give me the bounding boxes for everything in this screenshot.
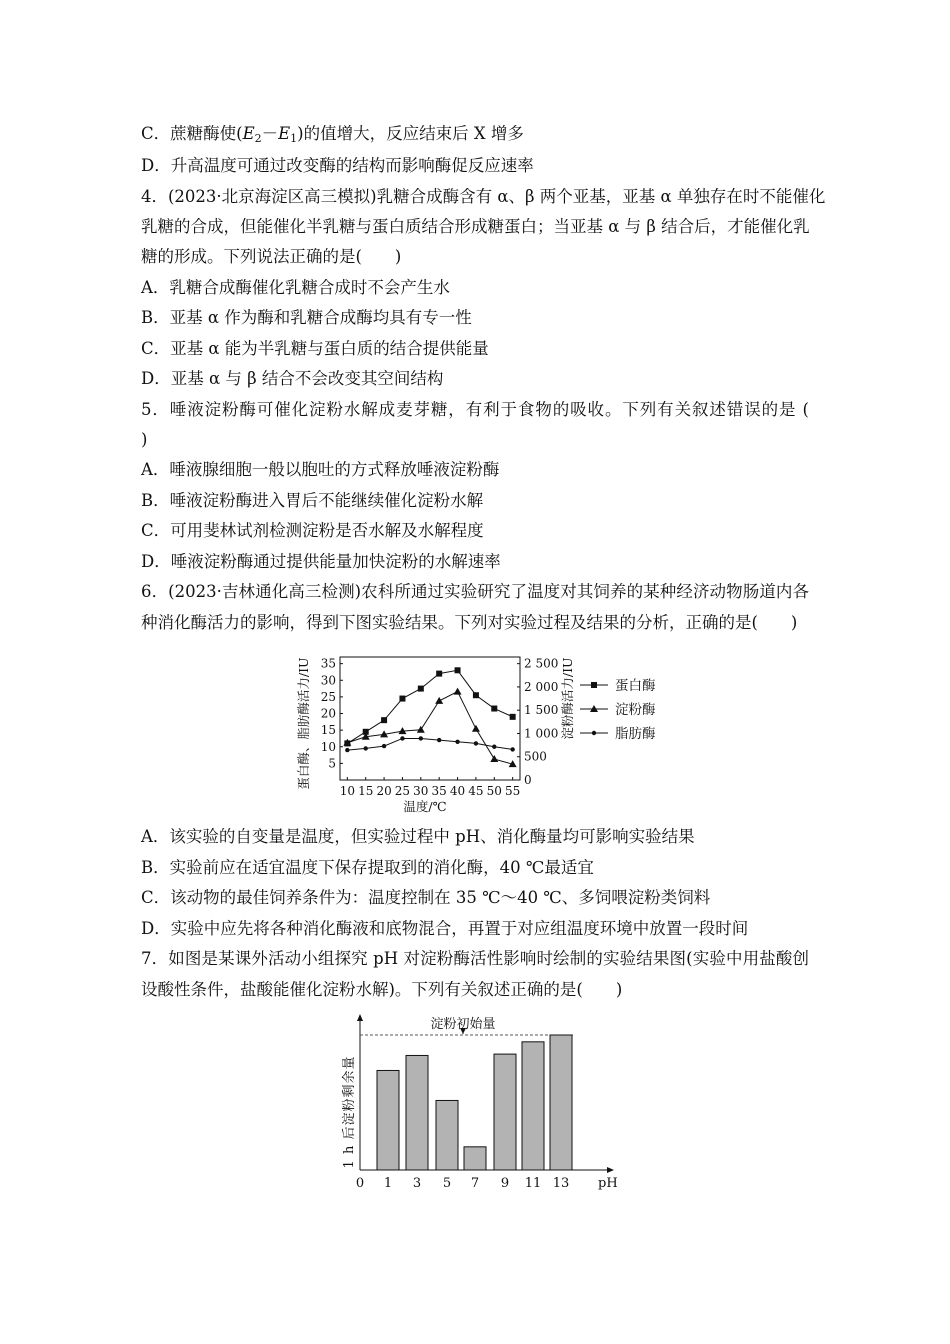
option-6d: D．实验中应先将各种消化酶液和底物混合，再置于对应组温度环境中放置一段时间	[141, 919, 749, 938]
question-7-line-1: 7．如图是某课外活动小组探究 pH 对淀粉酶活性影响时绘制的实验结果图(实验中用盐酸创	[141, 949, 809, 968]
starch-remaining-chart	[330, 1010, 620, 1195]
option-4b: B．亚基 α 作为酶和乳糖合成酶均具有专一性	[141, 308, 472, 327]
data-point-square	[418, 686, 424, 692]
x-tick-label: 35	[431, 784, 447, 798]
annotation-label: 淀粉初始量	[430, 1017, 496, 1032]
question-6-line-2: 种消化酶活力的影响，得到下图实验结果。下列对实验过程及结果的分析，正确的是( )	[141, 613, 798, 632]
x-tick-label: 50	[486, 784, 502, 798]
x-tick-label: 25	[394, 784, 411, 798]
y-tick-label: 35	[320, 656, 336, 671]
data-point-triangle	[454, 688, 462, 695]
x-tick-label: 55	[505, 784, 521, 798]
y-axis-arrow	[357, 1014, 363, 1021]
bar	[436, 1100, 458, 1170]
option-5d: D．唾液淀粉酶通过提供能量加快淀粉的水解速率	[141, 552, 501, 571]
data-point-square	[399, 696, 405, 702]
data-point-dot	[400, 736, 404, 740]
data-point-dot	[345, 748, 349, 752]
data-point-dot	[455, 740, 459, 744]
data-point-square	[510, 714, 516, 720]
x-tick-label: 30	[413, 784, 429, 798]
y2-tick-label: 1 500	[524, 703, 559, 718]
option-5b: B．唾液淀粉酶进入胃后不能继续催化淀粉水解	[141, 491, 484, 510]
x-axis-arrow	[607, 1167, 614, 1173]
bar	[377, 1070, 399, 1170]
option-3d: D．升高温度可通过改变酶的结构而影响酶促反应速率	[141, 156, 534, 175]
question-5-line-2: )	[141, 430, 148, 449]
series-line-square	[347, 670, 512, 743]
legend-label: 蛋白酶	[615, 678, 656, 694]
bar	[494, 1054, 516, 1170]
legend-label: 淀粉酶	[615, 702, 656, 718]
question-7-line-2: 设酸性条件，盐酸能催化淀粉水解)。下列有关叙述正确的是( )	[141, 980, 623, 999]
y2-tick-label: 500	[524, 749, 547, 764]
option-3c: C．蔗糖酶使$(E_2-E_1)$的值增大，反应结束后 X 增多	[141, 124, 524, 145]
data-point-dot	[492, 745, 496, 749]
bar	[522, 1042, 544, 1170]
x-axis-label: 温度/℃	[403, 799, 447, 814]
x-axis-label: pH	[598, 1176, 618, 1191]
y2-axis-label: 淀粉酶活力/IU	[560, 657, 575, 740]
data-point-dot	[419, 736, 423, 740]
option-6a: A．该实验的自变量是温度，但实验过程中 pH、消化酶量均可影响实验结果	[141, 827, 695, 846]
x-tick-label: 9	[500, 1176, 510, 1191]
x-tick-label: 3	[412, 1176, 422, 1191]
y-axis-label: 蛋白酶、脂肪酶活力/IU	[296, 657, 311, 790]
y-tick-label: 10	[320, 739, 336, 754]
data-point-dot	[364, 746, 368, 750]
x-tick-label: 10	[339, 784, 355, 798]
y2-tick-label: 0	[524, 773, 532, 787]
data-point-square	[436, 671, 442, 677]
question-6-line-1: 6．(2023·吉林通化高三检测)农科所通过实验研究了温度对其饲养的某种经济动物肠道内各	[141, 582, 809, 601]
data-point-square	[455, 667, 461, 673]
data-point-square	[491, 706, 497, 712]
option-6b: B．实验前应在适宜温度下保存提取到的消化酶，40 ℃最适宜	[141, 858, 594, 877]
option-4c: C．亚基 α 能为半乳糖与蛋白质的结合提供能量	[141, 339, 489, 358]
y-tick-label: 15	[320, 723, 336, 738]
x-tick-label: 15	[358, 784, 374, 798]
data-point-dot	[510, 747, 514, 751]
y2-tick-label: 2 000	[524, 679, 559, 694]
y2-tick-label: 2 500	[524, 656, 559, 671]
question-4-line-3: 糖的形成。下列说法正确的是( )	[141, 247, 402, 266]
y2-tick-label: 1 000	[524, 726, 559, 741]
data-point-triangle	[417, 726, 425, 733]
data-point-dot	[382, 744, 386, 748]
x-tick-label: 20	[376, 784, 392, 798]
y-tick-label: 30	[320, 673, 336, 688]
data-point-triangle	[435, 697, 443, 704]
data-point-triangle	[490, 755, 498, 762]
data-point-square	[473, 692, 479, 698]
question-4-line-2: 乳糖的合成，但能催化半乳糖与蛋白质结合形成糖蛋白；当亚基 α 与 β 结合后，才能催化乳	[141, 217, 810, 236]
data-point-dot	[474, 741, 478, 745]
legend-marker-dot	[592, 731, 596, 735]
data-point-dot	[437, 738, 441, 742]
y-axis-label: 1 h 后淀粉剩余量	[342, 1055, 357, 1169]
enzyme-activity-chart	[290, 645, 690, 820]
x-tick-label: 11	[524, 1176, 542, 1191]
x-tick-label: 13	[552, 1176, 570, 1191]
option-4d: D．亚基 α 与 β 结合不会改变其空间结构	[141, 369, 444, 388]
bar	[464, 1147, 486, 1170]
bar	[406, 1055, 428, 1170]
origin-label: 0	[355, 1176, 365, 1191]
legend-marker-square	[591, 682, 597, 688]
x-tick-label: 45	[468, 784, 484, 798]
x-tick-label: 1	[383, 1176, 393, 1191]
option-5a: A．唾液腺细胞一般以胞吐的方式释放唾液淀粉酶	[141, 460, 500, 479]
y-tick-label: 5	[328, 756, 336, 771]
data-point-triangle	[472, 725, 480, 732]
option-4a: A．乳糖合成酶催化乳糖合成时不会产生水	[141, 278, 450, 297]
y-tick-label: 25	[320, 689, 336, 704]
question-4-line-1: 4．(2023·北京海淀区高三模拟)乳糖合成酶含有 α、β 两个亚基，亚基 α 单独存在时不能催化	[141, 187, 826, 206]
data-point-square	[381, 717, 387, 723]
y-tick-label: 20	[320, 706, 336, 721]
x-tick-label: 40	[449, 784, 466, 798]
question-5-line-1: 5．唾液淀粉酶可催化淀粉水解成麦芽糖，有利于食物的吸收。下列有关叙述错误的是 (	[141, 400, 809, 419]
bar	[550, 1035, 572, 1170]
option-6c: C．该动物的最佳饲养条件为：温度控制在 35 ℃～40 ℃、多饲喂淀粉类饲料	[141, 888, 711, 907]
option-5c: C．可用斐林试剂检测淀粉是否水解及水解程度	[141, 521, 484, 540]
x-tick-label: 7	[470, 1176, 480, 1191]
legend-label: 脂肪酶	[615, 726, 656, 742]
x-tick-label: 5	[442, 1176, 452, 1191]
